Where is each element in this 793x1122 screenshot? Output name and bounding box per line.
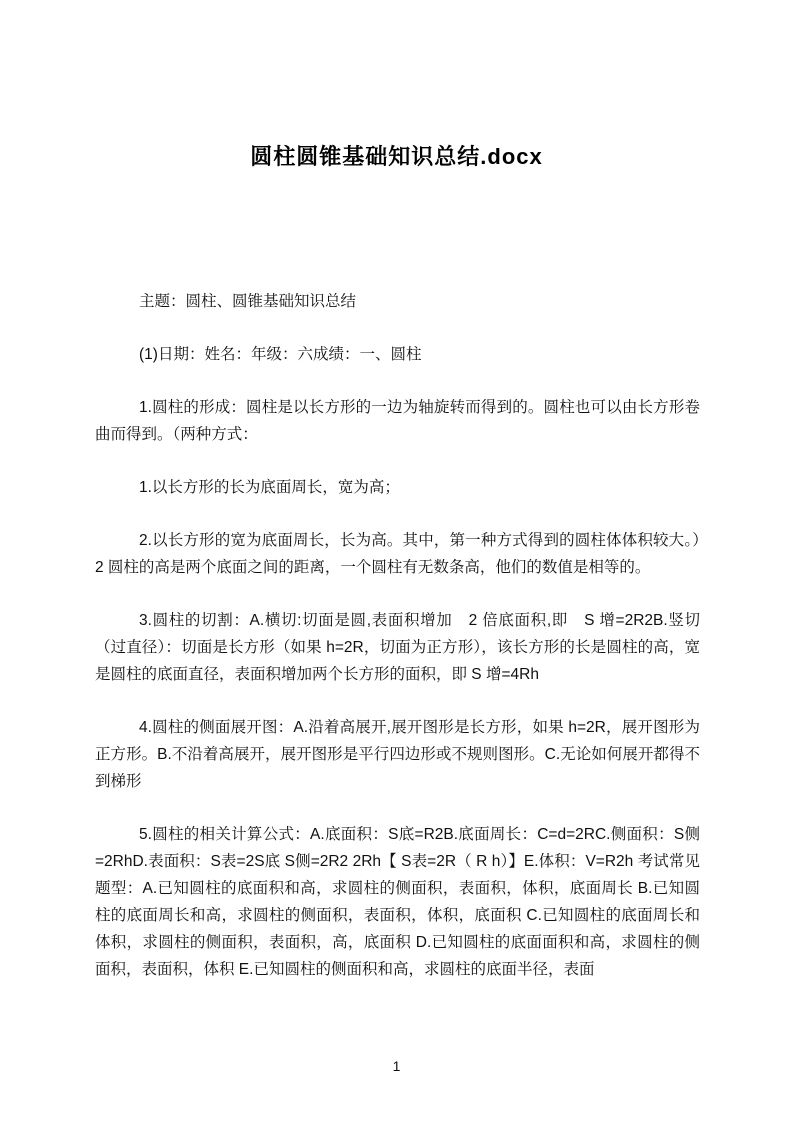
paragraph-method-1: 1.以长方形的长为底面周长，宽为高；	[139, 479, 400, 496]
paragraph-formulas: 5.圆柱的相关计算公式：A.底面积：S底=R2B.底面周长：C=d=2RC.侧面积：S侧=2RhD.表面积：S表=2S底 S侧=2R2 2Rh【 S表=2R（ R h）】E.体积：V=R2h 考试常见题型：A.已知圆柱的底面积和高，求圆柱的侧面积，表面积，体积，底面周长 B.已知圆柱的底面周长和高，求圆柱的侧面积，表面积，体积，底面积 C.已知圆柱的底面周长和体积，求圆柱的侧面积，表面积，高，底面积 D.已知圆柱的底面面积和高，求圆柱的侧面积，表面积，体积 E.已知圆柱的侧面积和高，求圆柱的底面半径，表面	[95, 826, 700, 978]
paragraph-cylinder-formation: 1.圆柱的形成：圆柱是以长方形的一边为轴旋转而得到的。圆柱也可以由长方形卷曲而得到。（两种方式：	[95, 399, 700, 443]
page-number: 1	[392, 1058, 401, 1074]
paragraph-topic: 主题：圆柱、圆锥基础知识总结	[139, 293, 357, 310]
document-title: 圆柱圆锥基础知识总结.docx	[250, 144, 543, 169]
paragraph-header-fields: (1)日期：姓名：年级：六成绩：一、圆柱	[139, 346, 422, 363]
paragraph-cylinder-cutting: 3.圆柱的切割：A.横切:切面是圆,表面积增加 2 倍底面积,即 S 增=2R2B.竖切（过直径）：切面是长方形（如果 h=2R，切面为正方形），该长方形的长是圆柱的高，宽是圆柱的底面直径，表面积增加两个长方形的面积，即 S 增=4Rh	[95, 612, 700, 683]
paragraph-method-2-height: 2.以长方形的宽为底面周长，长为高。其中，第一种方式得到的圆柱体体积较大。）2 圆柱的高是两个底面之间的距离，一个圆柱有无数条高，他们的数值是相等的。	[95, 532, 700, 576]
document-body	[95, 288, 700, 1009]
paragraph-lateral-unfold: 4.圆柱的侧面展开图：A.沿着高展开,展开图形是长方形，如果 h=2R，展开图形为正方形。B.不沿着高展开，展开图形是平行四边形或不规则图形。C.无论如何展开都得不到梯形	[95, 719, 700, 790]
